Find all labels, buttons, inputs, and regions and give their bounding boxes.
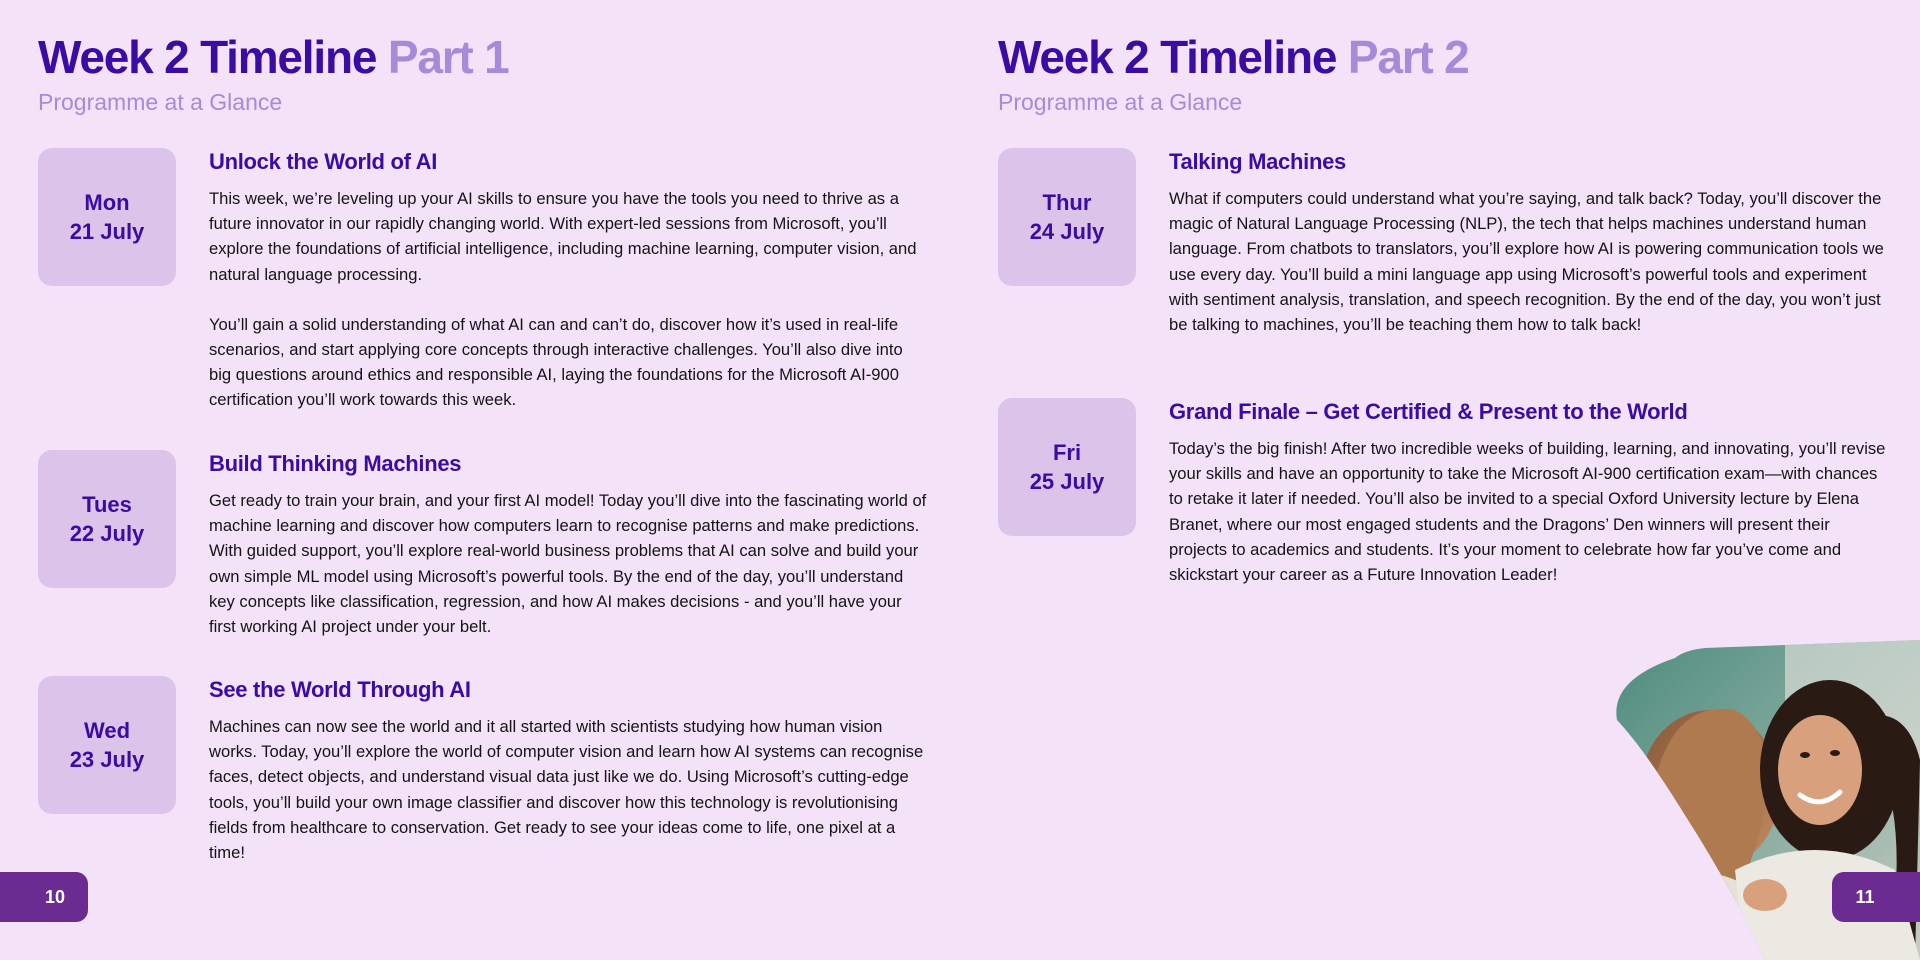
date-day: Thur — [1042, 190, 1092, 215]
session-title: See the World Through AI — [209, 677, 471, 702]
date-badge — [998, 398, 1136, 536]
session-paragraph: Get ready to train your brain, and your first AI model! Today you’ll dive into the fascinating world of machine learning and discover how computers learn to recognise patterns and make predictions. With guided support, you’ll explore real-world business problems that AI can solve and build your own simple ML model using Microsoft’s powerful tools. By the end of the day, you’ll understand key concepts like classification, regression, and how AI makes decisions - and you’ll have your first working AI project under your belt. — [209, 491, 927, 637]
date-day: Tues — [82, 492, 132, 517]
session-description — [1169, 436, 1889, 587]
session-body — [1169, 398, 1889, 587]
page-number: 10 — [0, 872, 88, 922]
date-date: 21 July — [69, 219, 145, 244]
session-body — [209, 676, 929, 865]
session-paragraph: What if computers could understand what you’re saying, and talk back? Today, you’ll discover the magic of Natural Language Processing (NLP), the tech that helps machines understand human language. From chatbots to translators, you’ll explore how AI is powering communication tools we use every day. You’ll build a mini language app using Microsoft’s powerful tools and experiment with sentiment analysis, translation, and speech recognition. By the end of the day, you won’t just be talking to machines, you’ll be teaching them how to talk back! — [1169, 189, 1884, 335]
date-badge — [38, 148, 176, 286]
right-page — [960, 0, 1920, 960]
session-paragraph: Today’s the big finish! After two incredible weeks of building, learning, and innovating, you’ll revise your skills and have an opportunity to take the Microsoft AI-900 certification exam—with chances to retake it later if needed. You’ll also be invited to a special Oxford University lecture by Elena Branet, where our most engaged students and the Dragons’ Den winners will present their projects to academics and students. It’s your moment to celebrate how far you’ve come and skickstart your career as a Future Innovation Leader! — [1169, 439, 1886, 585]
date-badge — [38, 450, 176, 588]
session-description — [1169, 186, 1889, 337]
page-subtitle: Programme at a Glance — [998, 89, 1243, 115]
page-number: 11 — [1832, 872, 1920, 922]
date-day: Fri — [1052, 440, 1082, 465]
date-date: 24 July — [1029, 219, 1105, 244]
page-title — [38, 30, 509, 84]
session-description — [209, 488, 929, 639]
date-badge — [38, 676, 176, 814]
page-subtitle: Programme at a Glance — [38, 89, 283, 115]
date-day: Wed — [83, 718, 131, 743]
session-description — [209, 714, 929, 865]
session-paragraph: Machines can now see the world and it all started with scientists studying how human vision works. Today, you’ll explore the world of computer vision and learn how AI systems can recognise faces, detect objects, and understand visual data just like we do. Using Microsoft’s cutting-edge tools, you’ll build your own image classifier and discover how this technology is revolutionising fields from healthcare to conservation. Get ready to see your ideas come to life, one pixel at a time! — [209, 717, 924, 863]
title-part: Part 1 — [387, 31, 509, 83]
date-date: 23 July — [69, 747, 145, 772]
title-main: Week 2 Timeline — [998, 31, 1337, 83]
title-main: Week 2 Timeline — [38, 31, 377, 83]
session-body — [1169, 148, 1889, 337]
date-date: 22 July — [69, 521, 145, 546]
session-paragraph: You’ll gain a solid understanding of what AI can and can’t do, discover how it’s used in real-life scenarios, and start applying core concepts through interactive challenges. You’ll also dive into big questions around ethics and responsible AI, laying the foundations for the Microsoft AI-900 certification you’ll work towards this week. — [209, 314, 903, 410]
session-title: Grand Finale – Get Certified & Present to the World — [1169, 399, 1688, 424]
session-title: Build Thinking Machines — [209, 451, 462, 476]
session-body — [209, 450, 929, 639]
date-date: 25 July — [1029, 469, 1105, 494]
session-body — [209, 148, 929, 413]
date-badge — [998, 148, 1136, 286]
session-description — [209, 186, 929, 413]
date-day: Mon — [84, 190, 130, 215]
session-title: Talking Machines — [1169, 149, 1346, 174]
session-paragraph: This week, we’re leveling up your AI skills to ensure you have the tools you need to thrive as a future innovator in our rapidly changing world. With expert-led sessions from Microsoft, you’ll explore the foundations of artificial intelligence, including machine learning, computer vision, and natural language processing. — [209, 189, 917, 284]
title-part: Part 2 — [1347, 31, 1469, 83]
page-title — [998, 30, 1469, 84]
session-title: Unlock the World of AI — [209, 149, 438, 174]
